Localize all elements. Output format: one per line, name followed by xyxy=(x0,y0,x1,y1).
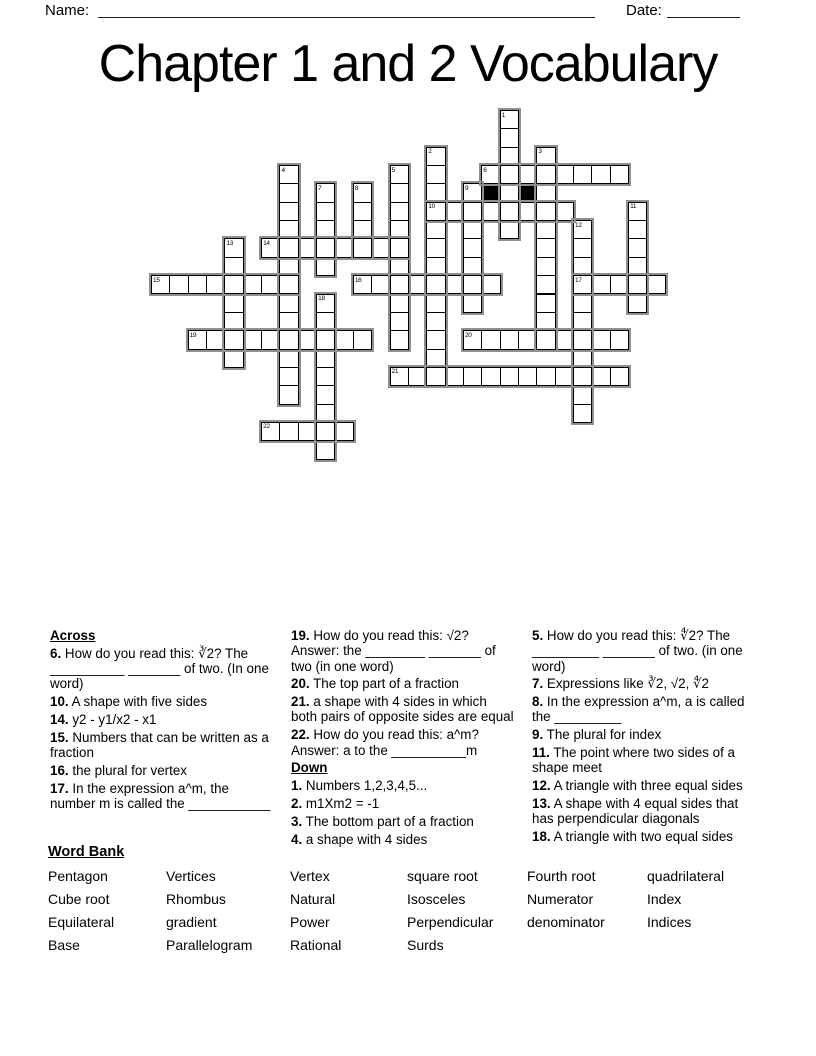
clue-number: 11. xyxy=(532,745,550,761)
page-title: Chapter 1 and 2 Vocabulary xyxy=(98,35,718,93)
grid-cell[interactable] xyxy=(536,367,555,386)
grid-cell[interactable] xyxy=(536,275,555,294)
grid-cell[interactable] xyxy=(628,257,647,276)
grid-cell[interactable] xyxy=(316,385,335,404)
cell-number: 13 xyxy=(226,239,234,247)
grid-cell[interactable] xyxy=(573,312,592,331)
clue-text: The plural for index xyxy=(543,727,662,743)
clue-item xyxy=(291,814,516,829)
clue-item xyxy=(291,676,516,691)
grid-cell[interactable] xyxy=(536,257,555,276)
cell-number: 5 xyxy=(391,166,395,174)
cell-number: 1 xyxy=(501,111,505,119)
grid-cell[interactable] xyxy=(316,312,335,331)
grid-cell[interactable] xyxy=(261,330,280,349)
word-bank-word: square root xyxy=(407,868,478,884)
grid-cell[interactable] xyxy=(481,367,500,386)
grid-cell[interactable] xyxy=(591,275,610,294)
grid-cell[interactable] xyxy=(279,220,298,239)
grid-cell[interactable] xyxy=(279,257,298,276)
clue-column xyxy=(291,628,516,849)
grid-cell[interactable] xyxy=(426,294,445,313)
grid-cell[interactable] xyxy=(316,202,335,221)
grid-cell[interactable] xyxy=(536,202,555,221)
grid-cell[interactable] xyxy=(463,367,482,386)
word-bank-word: Parallelogram xyxy=(166,936,253,953)
grid-cell[interactable] xyxy=(390,183,409,202)
grid-cell[interactable] xyxy=(573,294,592,313)
cell-number: 22 xyxy=(263,423,270,431)
grid-cell[interactable] xyxy=(463,202,482,221)
clue-item xyxy=(291,778,516,793)
clue-item xyxy=(50,712,275,727)
grid-cell[interactable] xyxy=(316,367,335,386)
grid-cell[interactable] xyxy=(390,275,409,294)
grid-cell[interactable] xyxy=(445,202,464,221)
grid-cell[interactable] xyxy=(610,275,629,294)
grid-cell[interactable] xyxy=(316,404,335,423)
grid-cell[interactable] xyxy=(536,220,555,239)
grid-cell[interactable] xyxy=(536,147,555,166)
grid-cell[interactable] xyxy=(573,275,592,294)
clue-item xyxy=(532,778,757,793)
grid-cell[interactable] xyxy=(371,238,390,257)
cell-number: 21 xyxy=(391,368,399,376)
cell-number: 6 xyxy=(483,166,487,174)
clue-number: 19. xyxy=(291,628,310,643)
cell-number: 18 xyxy=(318,295,325,302)
word-bank-word: Base xyxy=(48,936,80,953)
grid-cell[interactable] xyxy=(426,349,445,368)
cell-number: 17 xyxy=(575,276,582,284)
clue-item xyxy=(291,727,516,758)
grid-cell[interactable] xyxy=(628,202,647,221)
clue-number: 21. xyxy=(291,694,310,710)
clue-item xyxy=(50,694,275,709)
grid-cell[interactable] xyxy=(646,275,665,294)
grid-cell[interactable] xyxy=(353,275,372,294)
grid-cell[interactable] xyxy=(463,294,482,313)
word-bank xyxy=(48,844,778,954)
clue-number: 2. xyxy=(291,795,303,811)
clue-text: the plural for vertex xyxy=(68,762,187,778)
clue-number: 22. xyxy=(291,727,310,743)
cell-number: 8 xyxy=(354,184,359,192)
grid-cell[interactable] xyxy=(463,238,482,257)
word-bank-word: Isosceles xyxy=(407,890,466,907)
grid-cell[interactable] xyxy=(500,220,519,239)
grid-cell[interactable] xyxy=(353,183,372,202)
grid-cell[interactable] xyxy=(426,257,445,276)
clue-number: 5. xyxy=(532,628,544,643)
grid-cell[interactable] xyxy=(224,294,243,313)
word-bank-word: Vertex xyxy=(290,868,330,884)
grid-cell[interactable] xyxy=(261,275,280,294)
grid-cell[interactable] xyxy=(390,238,409,257)
grid-cell[interactable] xyxy=(390,220,409,239)
grid-cell[interactable] xyxy=(279,165,298,184)
word-bank-grid xyxy=(48,868,778,954)
grid-cell[interactable] xyxy=(555,165,574,184)
grid-cell[interactable] xyxy=(316,294,335,313)
grid-cell[interactable] xyxy=(426,367,445,386)
grid-cell[interactable] xyxy=(206,330,225,349)
grid-cell[interactable] xyxy=(628,275,647,294)
clue-item xyxy=(532,628,757,674)
grid-cell[interactable] xyxy=(555,367,574,386)
grid-cell[interactable] xyxy=(500,165,519,184)
cell-number: 15 xyxy=(153,276,160,284)
grid-cell[interactable] xyxy=(169,275,188,294)
grid-cell[interactable] xyxy=(316,330,335,349)
grid-cell[interactable] xyxy=(224,275,243,294)
cell-number: 9 xyxy=(464,184,469,192)
word-bank-word: Index xyxy=(647,890,682,907)
grid-cell[interactable] xyxy=(481,202,500,221)
clue-column xyxy=(532,628,757,849)
word-bank-word: denominator xyxy=(527,913,605,930)
grid-cell[interactable] xyxy=(279,367,298,386)
clue-section-header: Down xyxy=(291,760,328,776)
clue-text: The top part of a fraction xyxy=(309,676,459,692)
grid-cell[interactable] xyxy=(316,422,335,441)
grid-cell[interactable] xyxy=(573,404,592,423)
grid-cell[interactable] xyxy=(279,330,298,349)
grid-cell[interactable] xyxy=(518,330,537,349)
clue-section-header: Across xyxy=(50,628,96,643)
grid-cell[interactable] xyxy=(591,165,610,184)
grid-cell[interactable] xyxy=(224,257,243,276)
word-bank-word: Rational xyxy=(290,936,342,953)
clue-text: The bottom part of a fraction xyxy=(302,813,474,829)
grid-cell[interactable] xyxy=(426,312,445,331)
cell-number: 19 xyxy=(189,331,197,339)
grid-cell[interactable] xyxy=(481,275,500,294)
word-bank-word: Rhombus xyxy=(166,890,226,907)
grid-cell[interactable] xyxy=(390,367,409,386)
grid-cell[interactable] xyxy=(279,422,298,441)
grid-cell[interactable] xyxy=(518,367,537,386)
grid-cell[interactable] xyxy=(426,330,445,349)
word-bank-label: Word Bank xyxy=(48,844,125,860)
word-bank-word: Cube root xyxy=(48,890,110,907)
clue-item xyxy=(532,727,757,742)
cell-number: 11 xyxy=(630,203,637,211)
clue-number: 7. xyxy=(532,676,544,692)
grid-cell[interactable] xyxy=(628,220,647,239)
clue-text: A triangle with three equal sides xyxy=(550,778,743,794)
grid-cell[interactable] xyxy=(463,330,482,349)
grid-cell[interactable] xyxy=(518,165,537,184)
clue-text: The point where two sides of a shape meet xyxy=(532,745,735,776)
clue-text: How do you read this: √2? Answer: the ________ _______ of two (in one word) xyxy=(291,628,496,674)
grid-cell[interactable] xyxy=(610,165,629,184)
clue-item xyxy=(532,796,757,827)
black-cell xyxy=(481,183,500,202)
clue-item xyxy=(532,829,757,844)
grid-cell[interactable] xyxy=(555,202,574,221)
grid-cell[interactable] xyxy=(316,440,335,459)
word-bank-word: Indices xyxy=(647,913,692,930)
word-bank-word: Surds xyxy=(407,936,444,953)
grid-cell[interactable] xyxy=(426,202,445,221)
grid-cell[interactable] xyxy=(426,220,445,239)
clue-column xyxy=(50,628,275,849)
grid-cell[interactable] xyxy=(445,367,464,386)
grid-cell[interactable] xyxy=(390,257,409,276)
clue-number: 6. xyxy=(50,645,62,661)
grid-cell[interactable] xyxy=(224,330,243,349)
cell-number: 3 xyxy=(538,148,542,156)
grid-cell[interactable] xyxy=(353,330,372,349)
clue-item xyxy=(50,763,275,778)
word-bank-word: Pentagon xyxy=(48,868,108,884)
clue-number: 4. xyxy=(291,831,303,847)
clue-text: Numbers 1,2,3,4,5... xyxy=(302,778,428,794)
cell-number: 2 xyxy=(428,148,432,156)
grid-cell[interactable] xyxy=(298,330,317,349)
clue-number: 3. xyxy=(291,813,303,829)
clue-number: 1. xyxy=(291,778,303,794)
grid-cell[interactable] xyxy=(445,275,464,294)
clue-text: How do you read this: a^m? Answer: a to the __________m xyxy=(291,727,479,758)
grid-cell[interactable] xyxy=(298,422,317,441)
grid-cell[interactable] xyxy=(335,238,354,257)
grid-cell[interactable] xyxy=(316,220,335,239)
grid-cell[interactable] xyxy=(610,367,629,386)
grid-cell[interactable] xyxy=(536,330,555,349)
grid-cell[interactable] xyxy=(536,312,555,331)
grid-cell[interactable] xyxy=(536,165,555,184)
grid-cell[interactable] xyxy=(279,312,298,331)
grid-cell[interactable] xyxy=(390,294,409,313)
grid-cell[interactable] xyxy=(261,422,280,441)
grid-cell[interactable] xyxy=(426,183,445,202)
grid-cell[interactable] xyxy=(500,147,519,166)
grid-cell[interactable] xyxy=(555,330,574,349)
grid-cell[interactable] xyxy=(279,202,298,221)
grid-cell[interactable] xyxy=(408,275,427,294)
clue-number: 12. xyxy=(532,778,551,794)
grid-cell[interactable] xyxy=(353,202,372,221)
clue-text: How do you read this: ∛2? The __________ _______ of two. (In one word) xyxy=(50,645,269,692)
grid-cell[interactable] xyxy=(206,275,225,294)
cell-number: 4 xyxy=(281,166,285,174)
grid-cell[interactable] xyxy=(536,294,555,313)
grid-cell[interactable] xyxy=(243,330,262,349)
grid-cell[interactable] xyxy=(298,238,317,257)
clue-text: a shape with 4 sides xyxy=(302,831,428,847)
grid-cell[interactable] xyxy=(536,238,555,257)
grid-cell[interactable] xyxy=(279,385,298,404)
grid-cell[interactable] xyxy=(224,349,243,368)
grid-cell[interactable] xyxy=(573,330,592,349)
word-bank-word: gradient xyxy=(166,913,217,930)
grid-cell[interactable] xyxy=(390,312,409,331)
grid-cell[interactable] xyxy=(463,275,482,294)
grid-cell[interactable] xyxy=(426,238,445,257)
grid-cell[interactable] xyxy=(371,275,390,294)
clue-number: 14. xyxy=(50,711,69,727)
clue-item xyxy=(50,781,275,812)
grid-cell[interactable] xyxy=(243,275,262,294)
word-bank-word: Fourth root xyxy=(527,868,596,884)
clue-item xyxy=(291,628,516,674)
grid-cell[interactable] xyxy=(573,257,592,276)
grid-cell[interactable] xyxy=(463,257,482,276)
word-bank-word: Perpendicular xyxy=(407,913,494,930)
black-cell xyxy=(518,183,537,202)
grid-cell[interactable] xyxy=(628,238,647,257)
clue-number: 13. xyxy=(532,795,551,811)
grid-cell[interactable] xyxy=(591,330,610,349)
grid-cell[interactable] xyxy=(279,238,298,257)
grid-cell[interactable] xyxy=(500,367,519,386)
clue-text: In the expression a^m, a is called the _________ xyxy=(532,694,745,725)
clue-item xyxy=(50,646,275,692)
word-bank-word: Equilateral xyxy=(48,913,115,930)
word-bank-word: Natural xyxy=(290,890,336,907)
grid-cell[interactable] xyxy=(279,294,298,313)
clue-text: Numbers that can be written as a fraction xyxy=(50,729,269,761)
grid-cell[interactable] xyxy=(591,367,610,386)
grid-cell[interactable] xyxy=(408,367,427,386)
clue-item xyxy=(532,694,757,725)
clue-item xyxy=(532,745,757,776)
grid-cell[interactable] xyxy=(390,330,409,349)
grid-cell[interactable] xyxy=(353,238,372,257)
clue-number: 17. xyxy=(50,780,69,796)
clue-number: 18. xyxy=(532,829,551,845)
grid-cell[interactable] xyxy=(463,220,482,239)
crossword-grid xyxy=(0,0,816,500)
clue-text: A triangle with two equal sides xyxy=(550,829,733,845)
clue-text: m1Xm2 = -1 xyxy=(302,795,380,811)
grid-cell[interactable] xyxy=(224,312,243,331)
grid-cell[interactable] xyxy=(279,275,298,294)
clue-text: Expressions like ∛2, √2, ∜2 xyxy=(543,676,709,692)
grid-cell[interactable] xyxy=(316,238,335,257)
grid-cell[interactable] xyxy=(500,183,519,202)
clue-text: y2 - y1/x2 - x1 xyxy=(68,711,157,727)
clue-number: 8. xyxy=(532,694,544,710)
grid-cell[interactable] xyxy=(353,220,372,239)
grid-cell[interactable] xyxy=(188,275,207,294)
name-label: Name: xyxy=(45,2,90,19)
cell-number: 16 xyxy=(354,276,362,284)
grid-cell[interactable] xyxy=(279,183,298,202)
grid-cell[interactable] xyxy=(426,165,445,184)
grid-cell[interactable] xyxy=(481,330,500,349)
clue-text: A shape with 4 equal sides that has perpendicular diagonals xyxy=(532,795,739,827)
grid-cell[interactable] xyxy=(518,202,537,221)
grid-cell[interactable] xyxy=(573,238,592,257)
grid-cell[interactable] xyxy=(224,238,243,257)
grid-cell[interactable] xyxy=(188,330,207,349)
grid-cell[interactable] xyxy=(390,165,409,184)
clue-item xyxy=(532,676,757,691)
grid-cell[interactable] xyxy=(573,349,592,368)
grid-cell[interactable] xyxy=(500,202,519,221)
grid-cell[interactable] xyxy=(316,349,335,368)
grid-cell[interactable] xyxy=(573,367,592,386)
date-label: Date: xyxy=(626,2,662,19)
clue-number: 16. xyxy=(50,762,69,778)
word-bank-word: Vertices xyxy=(166,868,216,884)
word-bank-word: Numerator xyxy=(527,890,594,907)
grid-cell[interactable] xyxy=(390,202,409,221)
clue-number: 10. xyxy=(50,694,69,710)
grid-cell[interactable] xyxy=(481,165,500,184)
grid-cell[interactable] xyxy=(500,128,519,147)
grid-cell[interactable] xyxy=(426,275,445,294)
clue-item xyxy=(291,796,516,811)
cell-number: 20 xyxy=(464,331,472,339)
grid-cell[interactable] xyxy=(628,294,647,313)
clue-item xyxy=(50,730,275,761)
clue-text: In the expression a^m, the number m is called the ___________ xyxy=(50,780,271,811)
clue-item xyxy=(291,694,516,725)
grid-cell[interactable] xyxy=(500,110,519,129)
grid-cell[interactable] xyxy=(335,422,354,441)
grid-cell[interactable] xyxy=(426,147,445,166)
grid-cell[interactable] xyxy=(261,238,280,257)
clue-number: 20. xyxy=(291,676,310,692)
grid-cell[interactable] xyxy=(279,349,298,368)
grid-cell[interactable] xyxy=(500,330,519,349)
word-bank-word: quadrilateral xyxy=(647,868,725,884)
grid-cell[interactable] xyxy=(573,385,592,404)
cell-number: 7 xyxy=(318,184,322,192)
clue-number: 15. xyxy=(50,729,69,745)
clue-text: a shape with 4 sides in which both pairs of opposite sides are equal xyxy=(291,694,514,725)
cell-number: 12 xyxy=(575,221,582,229)
grid-cell[interactable] xyxy=(316,257,335,276)
grid-cell[interactable] xyxy=(151,275,170,294)
grid-cell[interactable] xyxy=(610,330,629,349)
cell-number: 10 xyxy=(428,203,435,211)
cell-number: 14 xyxy=(263,239,270,247)
grid-cell[interactable] xyxy=(536,183,555,202)
grid-cell[interactable] xyxy=(573,165,592,184)
clue-text: How do you read this: ∜2? The _________ _______ of two. (in one word) xyxy=(532,628,743,674)
clues xyxy=(50,628,766,849)
grid-cell[interactable] xyxy=(335,330,354,349)
grid-cell[interactable] xyxy=(316,183,335,202)
word-bank-word: Power xyxy=(290,913,330,930)
clue-number: 9. xyxy=(532,727,544,743)
grid-cell[interactable] xyxy=(573,220,592,239)
clue-text: A shape with five sides xyxy=(68,694,208,710)
grid-cell[interactable] xyxy=(463,183,482,202)
